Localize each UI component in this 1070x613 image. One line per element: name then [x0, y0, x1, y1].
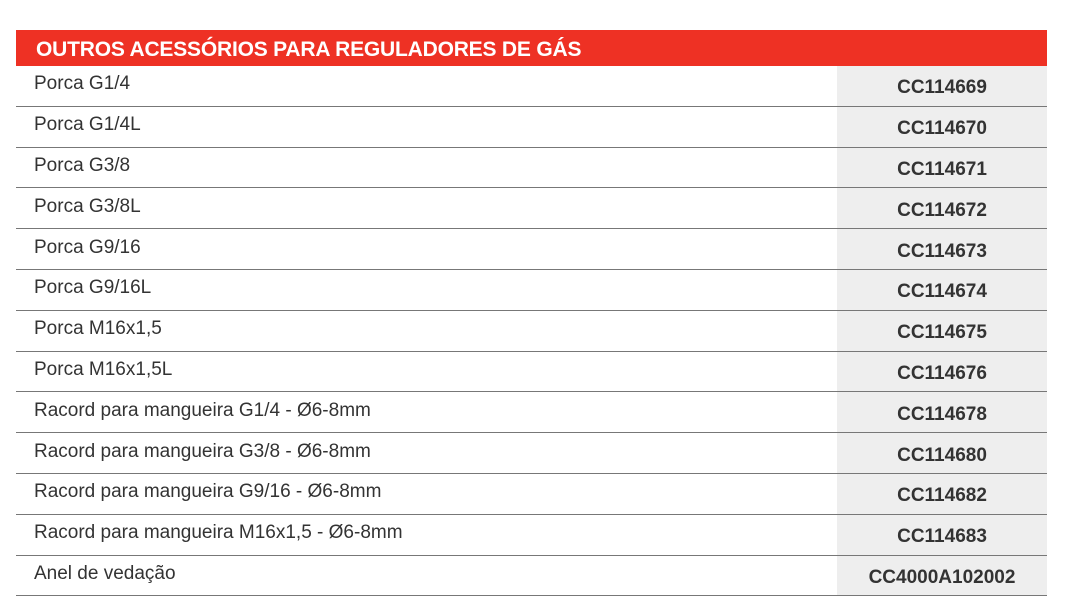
table-title: OUTROS ACESSÓRIOS PARA REGULADORES DE GÁS: [36, 37, 582, 61]
row-code: CC114671: [897, 158, 987, 180]
row-code: CC114676: [897, 362, 987, 384]
row-code: CC114680: [897, 444, 987, 466]
row-code: CC114683: [897, 526, 987, 548]
table-row-12: [16, 515, 1047, 556]
row-code: CC114670: [897, 118, 987, 140]
table-row-1: [16, 66, 1047, 107]
row-description: Racord para mangueira G3/8 - Ø6-8mm: [34, 440, 371, 462]
row-code: CC114673: [897, 240, 987, 262]
table-row-9: [16, 392, 1047, 433]
row-code: CC114672: [897, 199, 987, 221]
row-code: CC4000A102002: [868, 566, 1016, 588]
row-code: CC114682: [897, 485, 987, 507]
table-row-7: [16, 311, 1047, 352]
row-description: Porca G9/16: [34, 236, 141, 258]
row-code: CC114674: [897, 281, 987, 303]
table-row-5: [16, 229, 1047, 270]
row-description: Racord para mangueira G1/4 - Ø6-8mm: [34, 399, 371, 421]
row-description: Porca G1/4L: [34, 114, 141, 136]
row-description: Porca G1/4: [34, 73, 131, 95]
row-description: Racord para mangueira G9/16 - Ø6-8mm: [34, 481, 382, 503]
table-row-4: [16, 188, 1047, 229]
table-row-10: [16, 433, 1047, 474]
table-row-2: [16, 107, 1047, 148]
accessories-table: [16, 30, 1047, 596]
row-code: CC114675: [897, 322, 987, 344]
row-description: Anel de vedação: [34, 562, 176, 584]
table-body: [16, 66, 1047, 596]
table-row-8: [16, 352, 1047, 393]
row-code: CC114678: [897, 403, 987, 425]
row-description: Porca G9/16L: [34, 277, 152, 299]
row-description: Porca M16x1,5: [34, 318, 162, 340]
row-description: Porca M16x1,5L: [34, 358, 173, 380]
row-description: Porca G3/8L: [34, 195, 141, 217]
table-row-6: [16, 270, 1047, 311]
table-row-13: [16, 556, 1047, 597]
row-description: Racord para mangueira M16x1,5 - Ø6-8mm: [34, 522, 403, 544]
table-row-3: [16, 148, 1047, 189]
row-code: CC114669: [897, 77, 987, 99]
row-description: Porca G3/8: [34, 154, 131, 176]
table-row-11: [16, 474, 1047, 515]
table-header: [16, 30, 1047, 66]
